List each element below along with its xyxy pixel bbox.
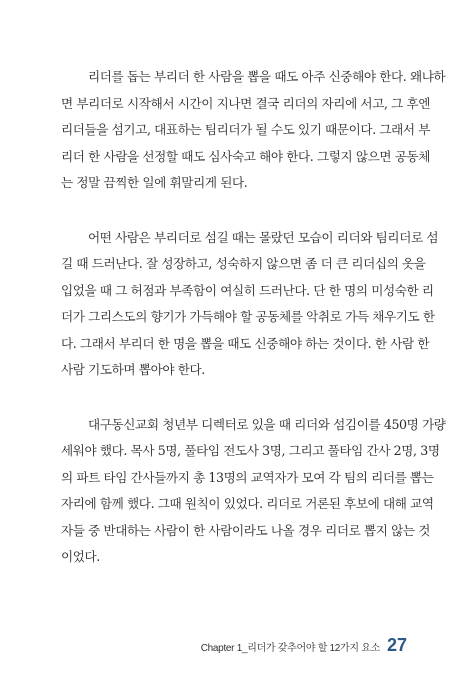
text-line: 는 정말 끔찍한 일에 휘말리게 된다.	[61, 175, 248, 190]
text-line: 대구동신교회 청년부 디렉터로 있을 때 리더와 섬김이를 450명 가량	[88, 416, 446, 432]
text-line: 리더 한 사람을 선정할 때도 심사숙고 해야 한다. 그렇지 않으면 공동체	[61, 148, 431, 164]
text-line: 면 부리더로 시작해서 시간이 지나면 결국 리더의 자리에 서고, 그 후엔	[61, 95, 431, 111]
chapter-label: Chapter 1_리더가 갖추어야 할 12가지 요소	[200, 643, 380, 654]
text-line: 더가 그리스도의 향기가 가득해야 할 공동체를 악취로 가득 채우기도 한	[61, 309, 435, 324]
text-line: 어떤 사람은 부리더로 섬길 때는 몰랐던 모습이 리더와 팀리더로 섬	[88, 229, 439, 245]
text-line: 입었을 때 그 허점과 부족함이 여실히 드러난다. 단 한 명의 미성숙한 리	[61, 282, 434, 298]
body-text	[61, 64, 446, 571]
text-line: 의 파트 타임 간사들까지 총 13명의 교역자가 모여 각 팀의 리더를 뽑는	[61, 469, 434, 485]
text-line: 길 때 드러난다. 잘 성장하고, 성숙하지 않으면 좀 더 큰 리더십의 옷을	[61, 256, 426, 271]
text-line: 세워야 했다. 목사 5명, 풀타임 전도사 3명, 그리고 풀타임 간사 2명, 3명	[61, 443, 440, 458]
text-line: 리더를 돕는 부리더 한 사람을 뽑을 때도 아주 신중해야 한다. 왜냐하	[88, 69, 446, 84]
page-footer	[201, 635, 407, 656]
text-line: 자리에 함께 했다. 그때 원칙이 있었다. 리더로 거론된 후보에 대해 교역	[61, 496, 434, 511]
text-line: 리더들을 섬기고, 대표하는 팀리더가 될 수도 있기 때문이다. 그래서 부	[61, 122, 431, 137]
paragraph-2	[61, 225, 439, 384]
text-line: 자들 중 반대하는 사람이 한 사람이라도 나올 경우 리더로 뽑지 않는 것	[61, 522, 431, 538]
paragraph-1	[61, 64, 446, 197]
text-line: 이었다.	[61, 549, 100, 564]
page-number: 27	[386, 635, 407, 655]
text-line: 다. 그래서 부리더 한 명을 뽑을 때도 신중해야 하는 것이다. 한 사람 한	[61, 335, 430, 351]
paragraph-3	[61, 412, 446, 571]
text-line: 사람 기도하며 뽑아야 한다.	[61, 362, 205, 377]
